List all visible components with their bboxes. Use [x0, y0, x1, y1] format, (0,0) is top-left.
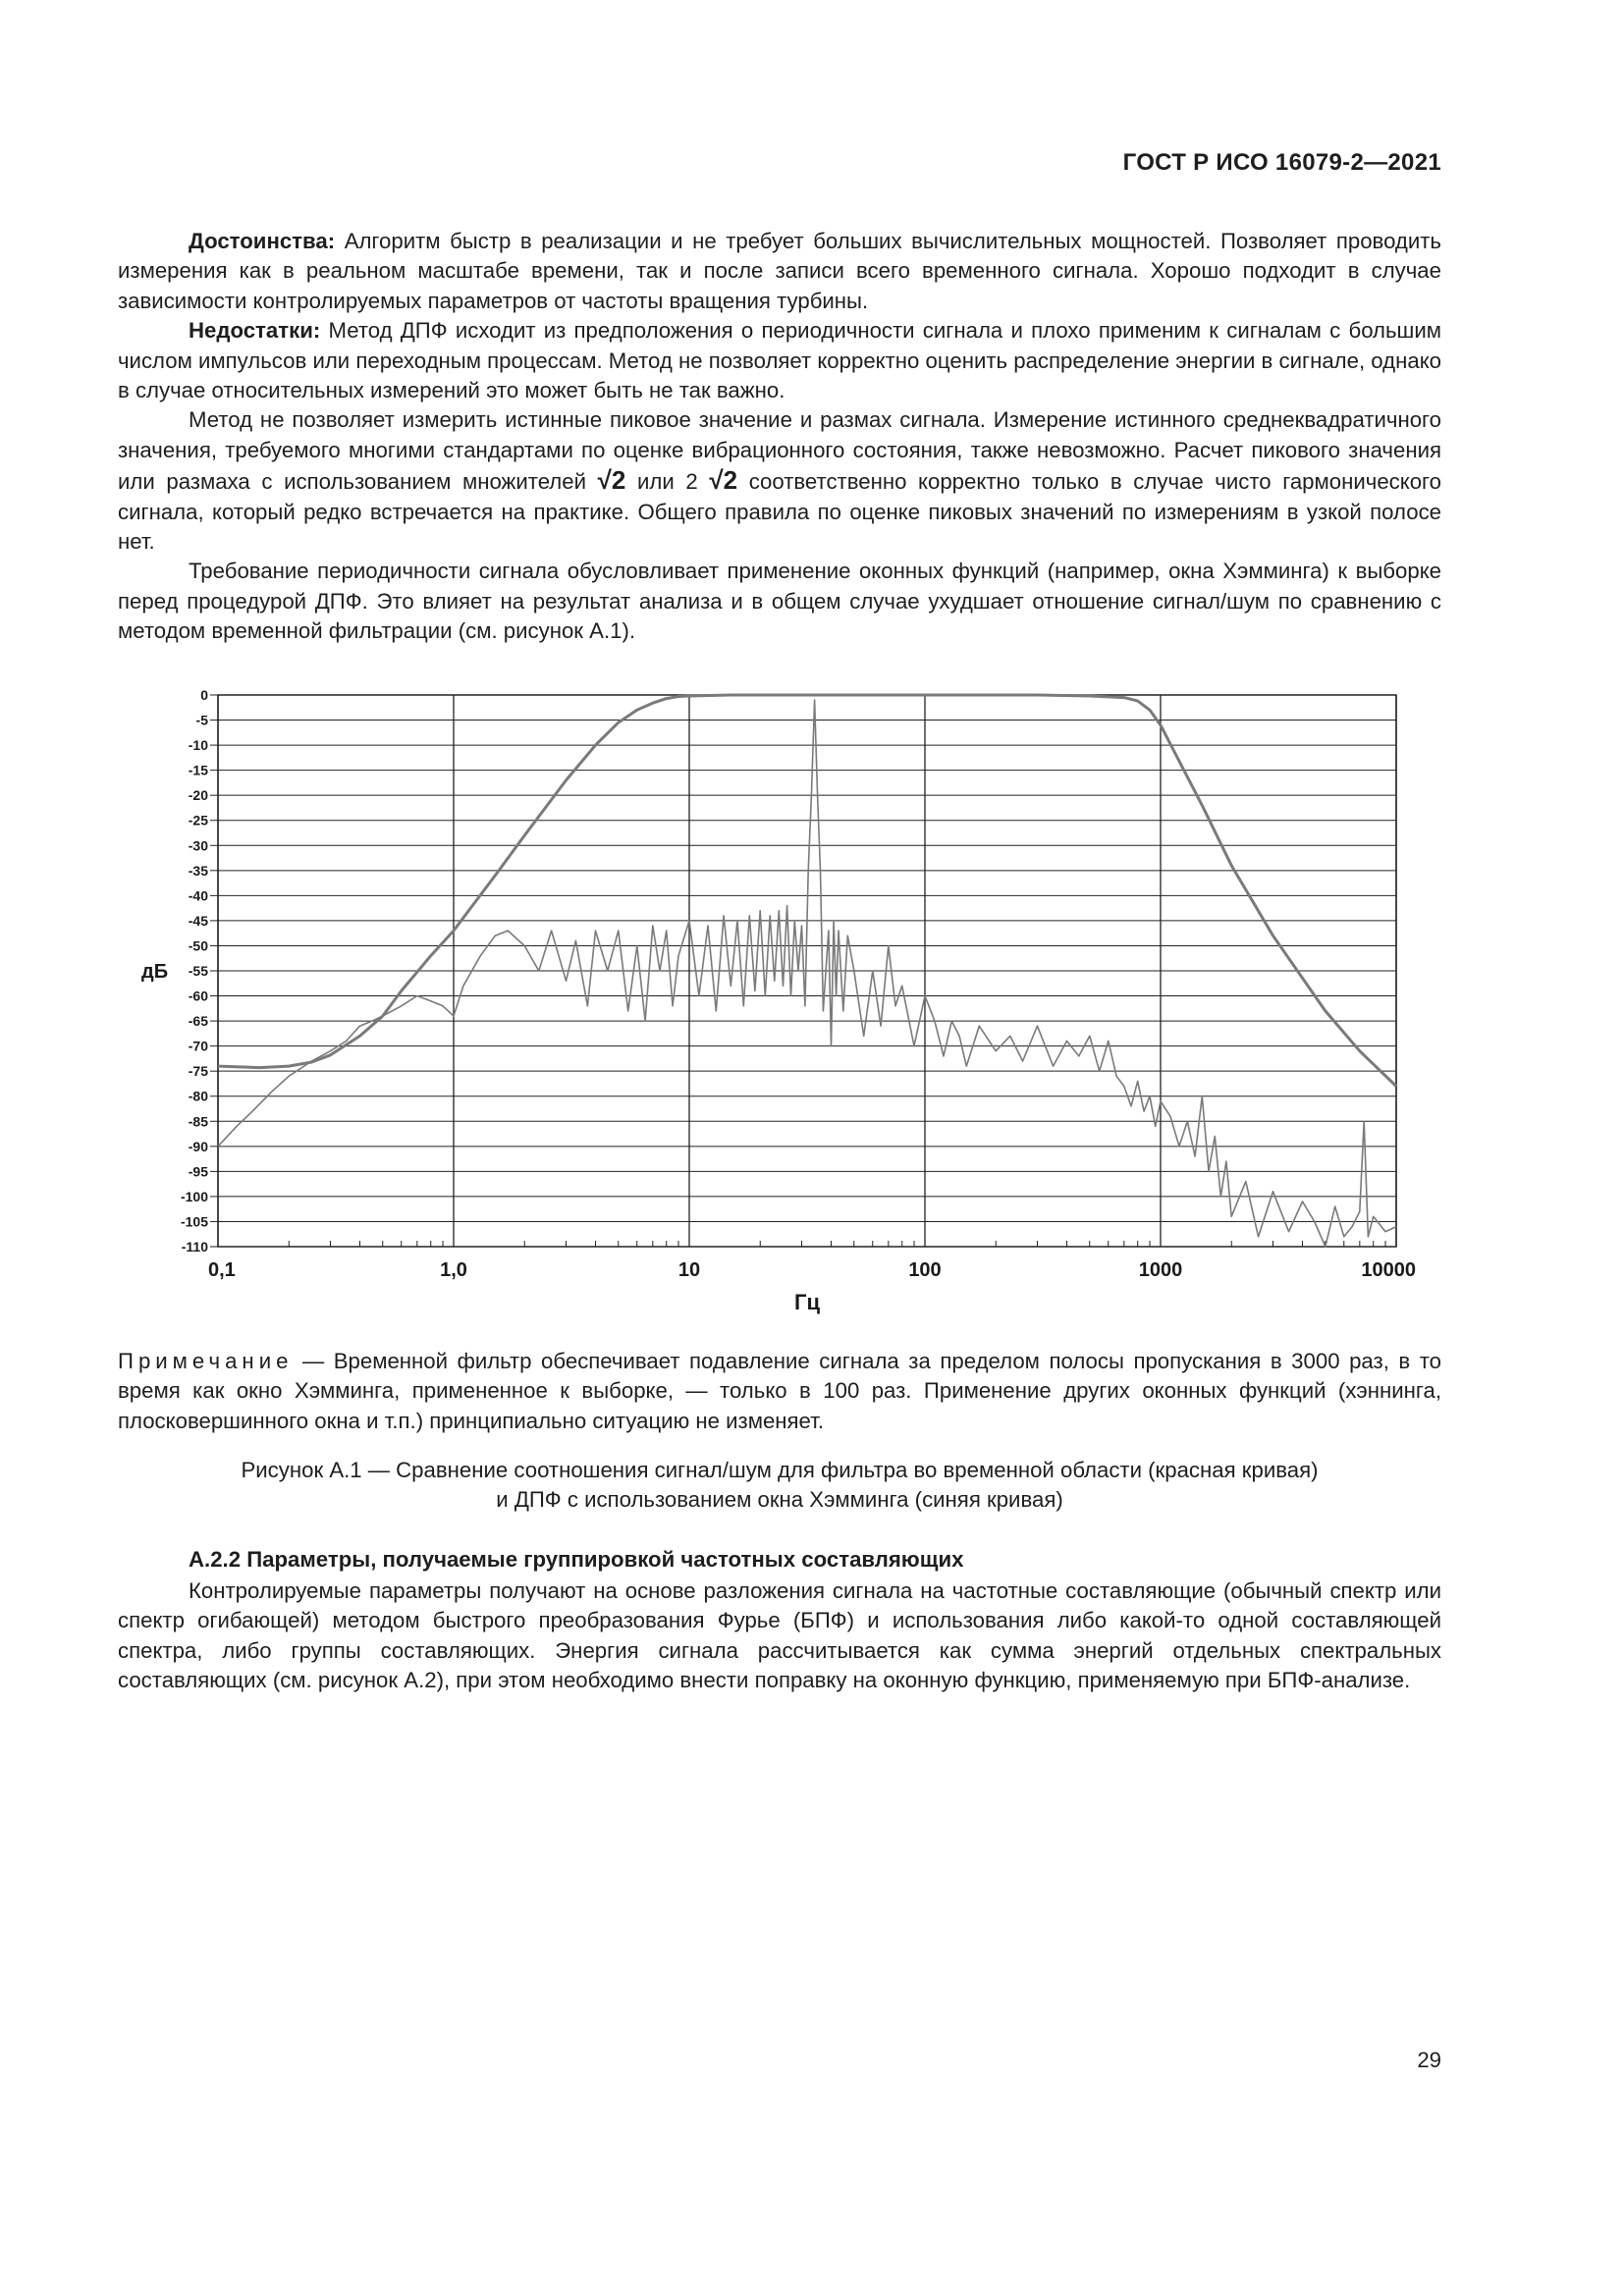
x-tick-label: 10000: [1361, 1259, 1416, 1281]
document-header: ГОСТ Р ИСО 16079-2—2021: [1122, 149, 1441, 176]
sqrt-symbol-2: √2: [709, 465, 738, 496]
disadvantages-paragraph: [118, 316, 1441, 405]
section-paragraph: Контролируемые параметры получают на основе разложения сигнала на частотные составляющие (обычный спектр или спектр огибающей) методом быстрого преобразования Фурье (БПФ) и использования либо какой-то одной составляющей спектра, либо группы составляющих. Энергия сигнала рассчитывается как сумма энергий отдельных спектральных составляющих (см. рисунок А.2), при этом необходимо внести поправку на оконную функцию, применяемую при БПФ-анализе.: [118, 1578, 1441, 1693]
advantages-label: Достоинства:: [189, 229, 336, 253]
y-tick-label: -35: [188, 862, 208, 879]
y-tick-label: -100: [180, 1188, 208, 1204]
y-tick-label: -75: [188, 1063, 208, 1080]
y-tick-label: -65: [188, 1013, 208, 1030]
y-tick-label: -85: [188, 1113, 208, 1130]
caption-line-2: и ДПФ с использованием окна Хэмминга (синяя кривая): [496, 1487, 1063, 1513]
y-tick-label: 0: [200, 687, 208, 703]
y-tick-label: -90: [188, 1138, 208, 1154]
peak-value-paragraph: [118, 405, 1441, 557]
x-tick-label: 10: [677, 1259, 701, 1281]
y-tick-label: -15: [188, 762, 208, 778]
x-tick-label: 1,0: [440, 1259, 467, 1281]
section-title: А.2.2 Параметры, получаемые группировкой частотных составляющих: [189, 1547, 964, 1572]
dft-hamming-curve: [218, 700, 1396, 1247]
y-tick-label: -5: [195, 712, 208, 728]
y-tick-label: -55: [188, 963, 208, 979]
disadvantages-text: Метод ДПФ исходит из предположения о периодичности сигнала и плохо применим к сигналам с большим числом импульсов или переходным процессам. Метод не позволяет корректно оценить распределение энергии в сигнале, однако в случае относительных измерений это может быть не так важно.: [118, 318, 1441, 403]
caption-line-1: Рисунок А.1 — Сравнение соотношения сигнал/шум для фильтра во временной области (красная кривая): [241, 1458, 1319, 1482]
y-tick-label: -70: [188, 1038, 208, 1054]
periodicity-paragraph: Требование периодичности сигнала обусловливает применение оконных функций (например, окна Хэмминга) к выборке перед процедурой ДПФ. Это влияет на результат анализа и в общем случае ухудшает отношение сигнал/шум по сравнению с методом временной фильтрации (см. рисунок А.1).: [118, 559, 1441, 644]
peak-text-1: Метод не позволяет измерить истинные пиковое значение и размах сигнала. Измерение истинного среднеквадратичного значения, требуемого многими стандартами по оценке вибрационного состояния, также невозможно. Расчет пикового значения или размаха с использованием множителей: [118, 407, 1441, 495]
y-tick-label: -95: [188, 1163, 208, 1180]
disadvantages-label: Недостатки:: [189, 318, 321, 344]
section-body: [118, 1576, 1441, 1696]
y-tick-label: -30: [188, 837, 208, 854]
sqrt-symbol: √2: [597, 465, 626, 496]
note-text: — Временной фильтр обеспечивает подавление сигнала за пределом полосы пропускания в 3000 раз, в то время как окно Хэмминга, примененное к выборке, — только в 100 раз. Применение других оконных функций (хэннинга, плосковершинного окна и т.п.) принципиально ситуацию не изменяет.: [118, 1349, 1441, 1433]
peak-text-2: или 2: [625, 469, 710, 495]
y-tick-label: -20: [188, 787, 208, 804]
y-tick-label: -50: [188, 937, 208, 954]
x-axis-label: Гц: [794, 1290, 820, 1314]
x-tick-labels: [208, 1259, 1416, 1281]
y-tick-label: -105: [180, 1213, 208, 1230]
y-tick-label: -40: [188, 887, 208, 904]
advantages-text: Алгоритм быстр в реализации и не требует больших вычислительных мощностей. Позволяет проводить измерения как в реальном масштабе времени, так и после записи всего временного сигнала. Хорошо подходит в случае зависимости контролируемых параметров от частоты вращения турбины.: [118, 229, 1441, 313]
note-label: Примечание: [118, 1349, 294, 1373]
y-tick-label: -80: [188, 1088, 208, 1104]
figure-note: [118, 1347, 1441, 1436]
y-axis-label: дБ: [141, 961, 169, 983]
chart-grid: [218, 695, 1396, 1247]
intro-text: [118, 227, 1441, 647]
x-tick-label: 1000: [1138, 1259, 1183, 1281]
page-number: 29: [1417, 2048, 1441, 2072]
x-tick-label: 100: [908, 1259, 942, 1281]
peak-text-3: соответственно корректно только в случае чисто гармонического сигнала, который редко встречается на практике. Общего правила по оценке пиковых значений по измерениям в узкой полосе нет.: [118, 469, 1441, 555]
advantages-paragraph: [118, 227, 1441, 316]
spectrum-chart: [130, 677, 1416, 1325]
x-tick-label: 0,1: [208, 1259, 236, 1281]
y-tick-label: -10: [188, 737, 208, 754]
y-tick-label: -45: [188, 912, 208, 929]
y-tick-label: -60: [188, 988, 208, 1004]
y-tick-label: -25: [188, 812, 208, 828]
y-tick-label: -110: [181, 1239, 208, 1255]
figure-caption: [118, 1456, 1441, 1516]
y-tick-labels: [181, 687, 218, 1255]
